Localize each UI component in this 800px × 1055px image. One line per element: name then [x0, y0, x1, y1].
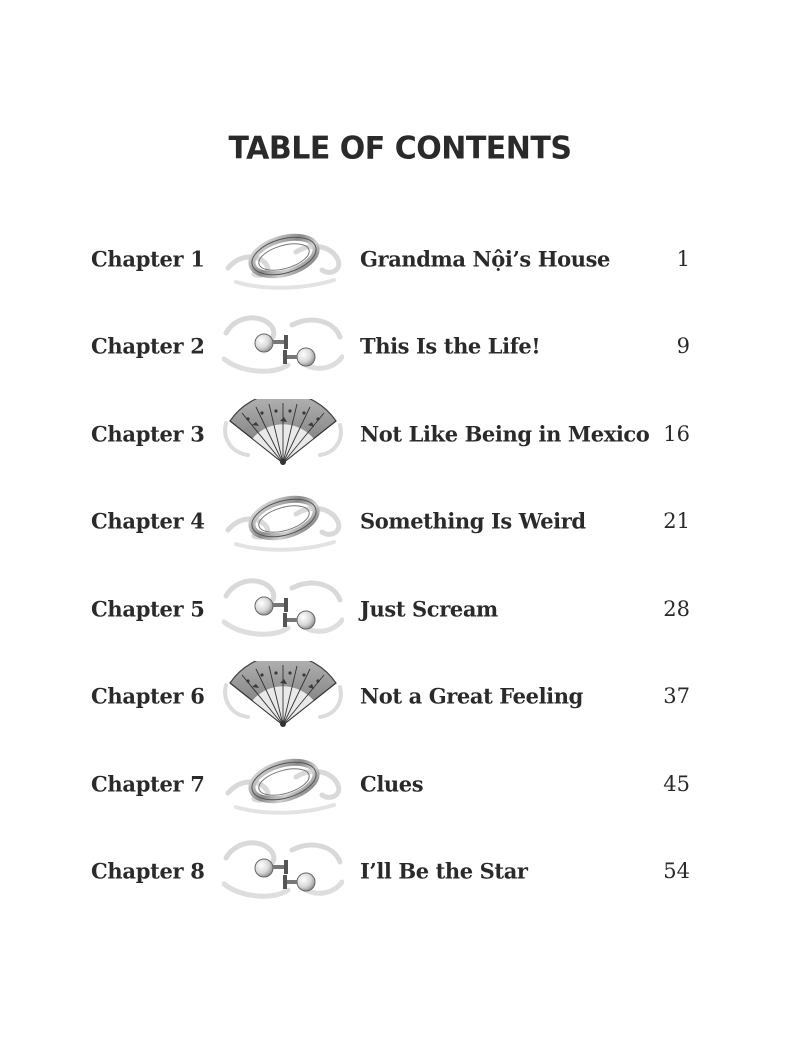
- chapter-label: Chapter 5: [91, 596, 205, 622]
- toc-entry[interactable]: [0, 828, 800, 916]
- earrings-icon: [222, 574, 344, 644]
- earrings-icon: [222, 836, 344, 906]
- chapter-label: Chapter 4: [91, 508, 205, 534]
- chapter-title: Grandma Nội’s House: [360, 246, 611, 272]
- page-number: 54: [663, 859, 690, 884]
- toc-entry[interactable]: [0, 215, 800, 303]
- chapter-title: Just Scream: [360, 596, 498, 622]
- toc-entry[interactable]: [0, 653, 800, 741]
- chapter-title: I’ll Be the Star: [360, 858, 528, 884]
- page-number: 45: [663, 771, 690, 796]
- chapter-label: Chapter 7: [91, 771, 205, 797]
- page-number: 37: [663, 684, 690, 709]
- chapter-title: Not Like Being in Mexico: [360, 421, 650, 447]
- toc-entry[interactable]: [0, 303, 800, 391]
- chapter-label: Chapter 8: [91, 858, 205, 884]
- page-number: 28: [663, 596, 690, 621]
- page-number: 16: [663, 421, 690, 446]
- toc-entry[interactable]: [0, 740, 800, 828]
- toc-title: TABLE OF CONTENTS: [228, 130, 572, 167]
- toc-entry[interactable]: [0, 478, 800, 566]
- chapter-label: Chapter 2: [91, 333, 205, 359]
- page-number: 21: [663, 509, 690, 534]
- page-number: 9: [676, 334, 690, 359]
- ring-icon: [222, 224, 344, 294]
- fan-icon: [222, 399, 344, 469]
- earrings-icon: [222, 311, 344, 381]
- ring-icon: [222, 486, 344, 556]
- chapter-title: Clues: [360, 771, 424, 797]
- toc-entry[interactable]: [0, 565, 800, 653]
- page-number: 1: [676, 246, 690, 271]
- ring-icon: [222, 749, 344, 819]
- chapter-label: Chapter 3: [91, 421, 205, 447]
- chapter-label: Chapter 6: [91, 683, 205, 709]
- chapter-label: Chapter 1: [91, 246, 205, 272]
- chapter-title: Not a Great Feeling: [360, 683, 583, 709]
- fan-icon: [222, 661, 344, 731]
- toc-list: [0, 215, 800, 915]
- chapter-title: Something Is Weird: [360, 508, 586, 534]
- chapter-title: This Is the Life!: [360, 333, 541, 359]
- toc-entry[interactable]: [0, 390, 800, 478]
